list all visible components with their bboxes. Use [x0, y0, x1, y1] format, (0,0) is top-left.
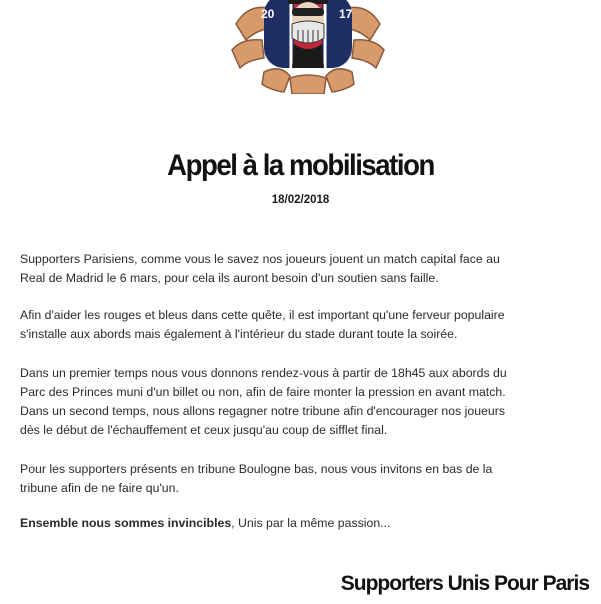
- paragraph-ferveur: [20, 306, 580, 344]
- club-logo: [228, 0, 388, 94]
- paragraph-boulogne: [20, 460, 580, 498]
- paragraph-programme: [20, 364, 580, 440]
- paragraph-line: Dans un second temps, nous allons regagner notre tribune afin d'encourager nos joueurs: [20, 404, 505, 418]
- document-title: Appel à la mobilisation: [167, 149, 434, 182]
- paragraph-line: tribune afin de ne faire qu'un.: [20, 481, 179, 495]
- paragraph-intro: [20, 250, 580, 288]
- logo-number-right: 17: [339, 7, 353, 21]
- closing-text: [20, 514, 580, 533]
- closing-bold: Ensemble nous sommes invincibles: [20, 516, 232, 530]
- paragraph-line: s'installe aux abords mais également à l'intérieur du stade durant toute la soirée.: [20, 327, 458, 341]
- paragraph-line: Dans un premier temps nous vous donnons rendez-vous à partir de 18h45 aux abords du: [20, 366, 507, 380]
- document-date: 18/02/2018: [271, 194, 330, 206]
- paragraph-line: Parc des Princes muni d'un billet ou non, afin de faire monter la pression en avant match.: [20, 385, 506, 399]
- club-emblem-icon: [228, 0, 388, 94]
- logo-number-left: 20: [261, 7, 275, 21]
- paragraph-line: Supporters Parisiens, comme vous le savez nos joueurs jouent un match capital face au: [20, 252, 500, 266]
- signature: Supporters Unis Pour Paris: [340, 572, 589, 595]
- paragraph-line: Pour les supporters présents en tribune Boulogne bas, nous vous invitons en bas de la: [20, 462, 493, 476]
- paragraph-line: Real de Madrid le 6 mars, pour cela ils auront besoin d'un soutien sans faille.: [20, 271, 439, 285]
- closing-rest: , Unis par la même passion...: [231, 516, 391, 530]
- closing-line: [20, 514, 580, 533]
- paragraph-line: dès le début de l'échauffement et ceux jusqu'au coup de sifflet final.: [20, 423, 388, 437]
- paragraph-line: Afin d'aider les rouges et bleus dans cette quête, il est important qu'une ferveur populaire: [20, 308, 505, 322]
